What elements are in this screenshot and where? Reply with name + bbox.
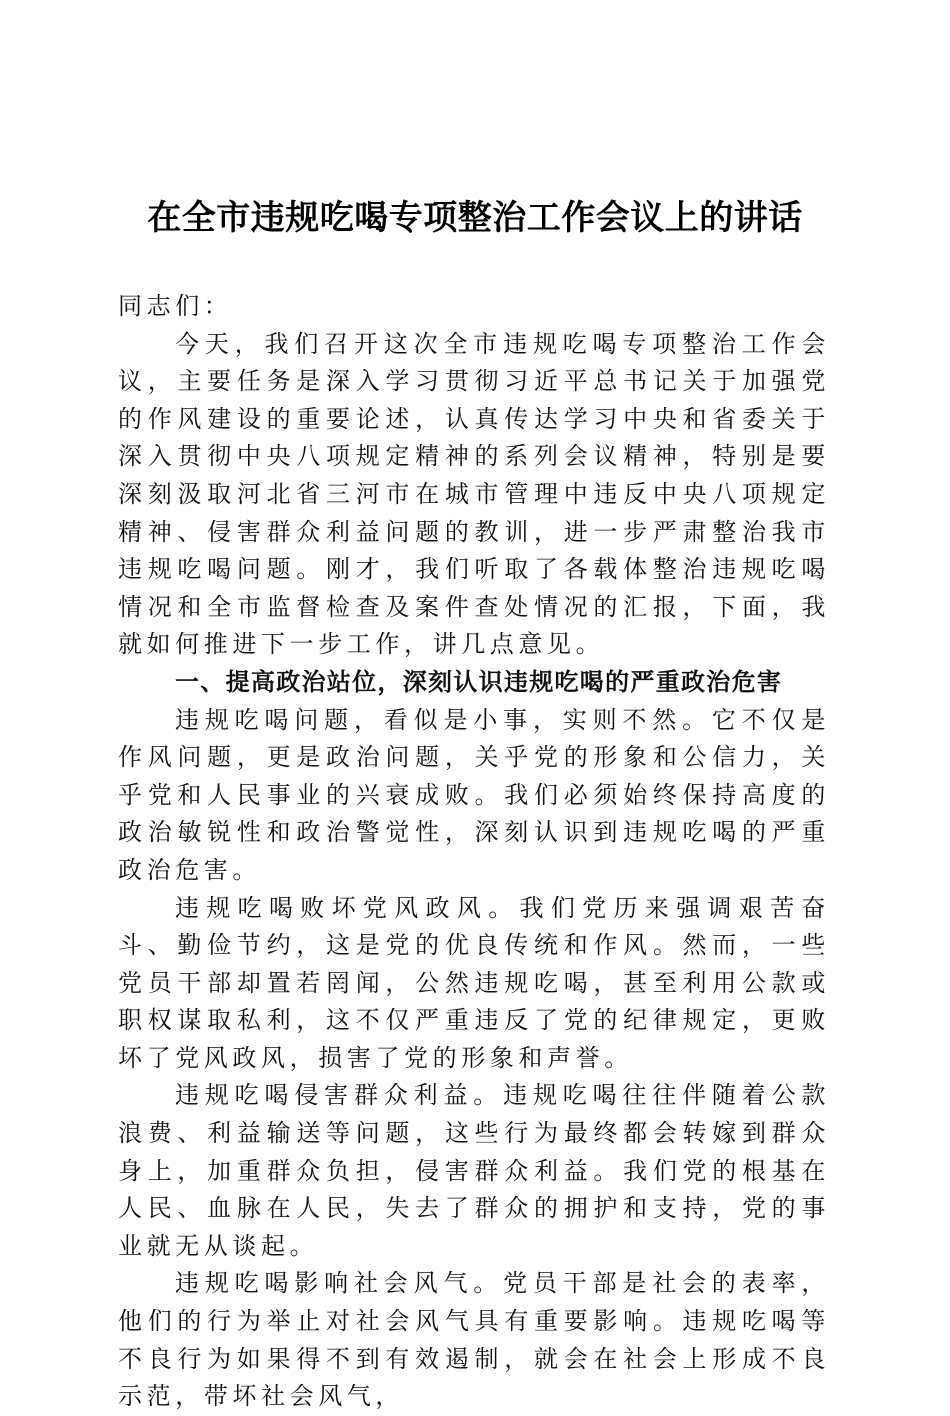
section-paragraph-3: 违规吃喝侵害群众利益。违规吃喝往往伴随着公款浪费、利益输送等问题，这些行为最终都会转嫁到群众身上，加重群众负担，侵害群众利益。我们党的根基在人民、血脉在人民，失去了群众的拥护和支持，党的事业就无从谈起。 [118, 1081, 830, 1260]
document-title: 在全市违规吃喝专项整治工作会议上的讲话 [147, 198, 803, 238]
section-paragraph-2: 违规吃喝败坏党风政风。我们党历来强调艰苦奋斗、勤俭节约，这是党的优良传统和作风。然而，一些党员干部却置若罔闻，公然违规吃喝，甚至利用公款或职权谋取私利，这不仅严重违反了党的纪律规定，更败坏了党风政风，损害了党的形象和声誉。 [118, 893, 830, 1072]
salutation: 同志们： [118, 292, 233, 320]
section-heading: 一、提高政治站位，深刻认识违规吃喝的严重政治危害 [175, 667, 783, 696]
intro-paragraph: 今天，我们召开这次全市违规吃喝专项整治工作会议，主要任务是深入学习贯彻习近平总书记关于加强党的作风建设的重要论述，认真传达学习中央和省委关于深入贯彻中央八项规定精神的系列会议精神，特别是要深刻汲取河北省三河市在城市管理中违反中央八项规定精神、侵害群众利益问题的教训，进一步严肃整治我市违规吃喝问题。刚才，我们听取了各载体整治违规吃喝情况和全市监督检查及案件查处情况的汇报，下面，我就如何推进下一步工作，讲几点意见。 [118, 329, 830, 659]
document-body [118, 288, 830, 1416]
section-paragraph-1: 违规吃喝问题，看似是小事，实则不然。它不仅是作风问题，更是政治问题，关乎党的形象和公信力，关乎党和人民事业的兴衰成败。我们必须始终保持高度的政治敏锐性和政治警觉性，深刻认识到违规吃喝的严重政治危害。 [118, 705, 830, 884]
section-paragraph-4: 违规吃喝影响社会风气。党员干部是社会的表率，他们的行为举止对社会风气具有重要影响。违规吃喝等不良行为如果得不到有效遏制，就会在社会上形成不良示范，带坏社会风气， [118, 1269, 830, 1411]
